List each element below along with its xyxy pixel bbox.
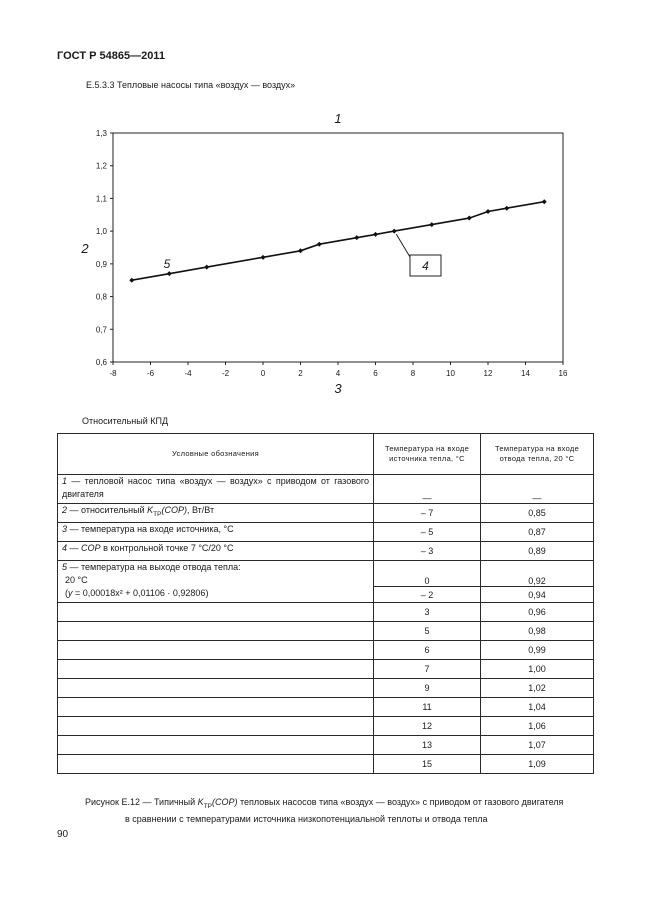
table-row — [58, 561, 594, 587]
legend-item-2 — [58, 504, 374, 523]
x-tick-label: -8 — [109, 369, 117, 378]
data-point — [317, 242, 322, 247]
source-temp-cell: – 2 — [374, 587, 481, 603]
empty-cell — [58, 660, 374, 679]
legend-table — [57, 433, 594, 774]
y-tick-label: 0,8 — [95, 292, 107, 302]
y-tick-label: 1,3 — [95, 129, 107, 138]
table-caption: Относительный КПД — [82, 416, 169, 426]
source-temp-cell: 5 — [374, 622, 481, 641]
header-source-temp: Температура на входе источника тепла, °С — [374, 434, 481, 475]
table-row — [58, 736, 594, 755]
legend-text: — температура на входе источника, °С — [69, 524, 234, 534]
caption-k: K — [197, 797, 204, 807]
chart-frame — [113, 133, 563, 362]
x-tick-label: 10 — [446, 369, 455, 378]
data-point — [167, 271, 172, 276]
chart-label-1: 1 — [334, 111, 342, 126]
formula-body: = 0,00018x² + 0,01106 · 0,92806) — [72, 588, 209, 598]
x-tick-label: 12 — [483, 369, 493, 378]
y-tick-label: 1,2 — [95, 161, 107, 171]
output-value-cell: 1,09 — [481, 755, 594, 774]
legend-line2: 20 °С — [65, 575, 88, 585]
output-value-cell: 0,98 — [481, 622, 594, 641]
source-temp-cell: 0 — [374, 561, 481, 587]
data-point — [204, 265, 209, 270]
output-value-cell: 1,04 — [481, 698, 594, 717]
x-tick-label: -4 — [184, 369, 192, 378]
table-row — [58, 523, 594, 542]
source-temp-cell: – 7 — [374, 504, 481, 523]
x-tick-label: 2 — [298, 369, 303, 378]
data-point — [429, 222, 434, 227]
empty-cell — [58, 622, 374, 641]
table-row — [58, 698, 594, 717]
table-row — [58, 622, 594, 641]
data-point — [504, 206, 509, 211]
formula — [62, 588, 208, 598]
source-temp-cell: 6 — [374, 641, 481, 660]
k-symbol: K — [147, 505, 154, 515]
table-row — [58, 542, 594, 561]
empty-cell — [58, 641, 374, 660]
chart-series — [129, 199, 547, 283]
callout-leader — [396, 234, 410, 266]
chart — [0, 0, 646, 410]
chart-ticks — [96, 129, 568, 378]
caption-cop: (COP) — [212, 797, 238, 807]
x-tick-label: 0 — [260, 369, 266, 378]
legend-number: 3 — [62, 524, 68, 534]
formula-y: y — [68, 588, 73, 598]
source-temp-cell: – 3 — [374, 542, 481, 561]
document-code: ГОСТ Р 54865—2011 — [57, 50, 165, 62]
data-point — [298, 248, 303, 253]
source-temp-cell: 7 — [374, 660, 481, 679]
y-tick-label: 0,7 — [95, 325, 107, 335]
x-tick-label: 16 — [558, 369, 568, 378]
legend-number: 5 — [62, 562, 68, 572]
unit-text: , Вт/Вт — [186, 505, 215, 515]
output-value-cell: 0,89 — [481, 542, 594, 561]
legend-item-5 — [58, 561, 374, 603]
table-row — [58, 504, 594, 523]
data-point — [392, 229, 397, 234]
empty-cell — [58, 603, 374, 622]
empty-cell — [58, 736, 374, 755]
x-tick-label: 6 — [373, 369, 378, 378]
output-value-cell: 1,07 — [481, 736, 594, 755]
source-temp-cell: — — [374, 475, 481, 504]
x-tick-label: 4 — [335, 369, 341, 378]
callout-label-4: 4 — [422, 259, 429, 273]
y-tick-label: 1,1 — [95, 194, 107, 204]
x-tick-label: 8 — [410, 369, 416, 378]
data-point — [373, 232, 378, 237]
output-value-cell: 1,02 — [481, 679, 594, 698]
table-row — [58, 641, 594, 660]
data-point — [261, 255, 266, 260]
source-temp-cell: 3 — [374, 603, 481, 622]
legend-item-3 — [58, 523, 374, 542]
page-number: 90 — [57, 829, 69, 840]
line-label-5: 5 — [163, 257, 171, 271]
output-value-cell: 0,92 — [481, 561, 594, 587]
table-row — [58, 660, 594, 679]
table-row — [58, 679, 594, 698]
caption-rest: тепловых насосов типа «воздух — воздух» с приводом от газового двигателя — [240, 797, 564, 807]
source-temp-cell: – 5 — [374, 523, 481, 542]
source-temp-cell: 11 — [374, 698, 481, 717]
table-row — [58, 603, 594, 622]
legend-number: 2 — [62, 505, 68, 515]
legend-text: — тепловой насос типа «воздух — воздух» с приводом от газового двигателя — [62, 476, 369, 499]
caption-prefix: Рисунок Е.12 — Типичный — [85, 797, 196, 807]
y-axis-label: 2 — [81, 241, 89, 256]
output-value-cell: — — [481, 475, 594, 504]
k-subscript: ТР — [153, 510, 162, 518]
data-point — [467, 216, 472, 221]
y-tick-label: 1,0 — [95, 227, 107, 237]
source-temp-cell: 12 — [374, 717, 481, 736]
data-point — [354, 235, 359, 240]
output-value-cell: 1,00 — [481, 660, 594, 679]
source-temp-cell: 13 — [374, 736, 481, 755]
data-point — [129, 278, 134, 283]
data-point — [486, 209, 491, 214]
chart-labels — [80, 111, 441, 396]
section-title: Е.5.3.3 Тепловые насосы типа «воздух — воздух» — [86, 80, 296, 90]
legend-item-4 — [58, 542, 374, 561]
cop-symbol: (COP) — [161, 505, 187, 515]
table-row — [58, 475, 594, 504]
legend-number: 1 — [62, 476, 68, 486]
legend-item-1 — [58, 475, 374, 504]
legend-text-post: в контрольной точке 7 °С/20 °С — [103, 543, 234, 553]
legend-text: — температура на выходе отвода тепла: — [69, 562, 241, 572]
y-tick-label: 0,9 — [95, 259, 107, 269]
cop-symbol: COP — [81, 543, 101, 553]
legend-text: — — [69, 543, 79, 553]
output-value-cell: 0,96 — [481, 603, 594, 622]
x-tick-label: -2 — [221, 369, 230, 378]
table-row — [58, 717, 594, 736]
x-axis-label: 3 — [334, 381, 342, 396]
legend-number: 4 — [62, 543, 68, 553]
header-sink-temp: Температура на входе отвода тепла, 20 °С — [481, 434, 594, 475]
series-line — [132, 202, 545, 281]
formula-open: ( — [65, 588, 68, 598]
plot-area — [113, 133, 563, 362]
caption-line2: в сравнении с температурами источника низкопотенциальной теплоты и отвода тепла — [125, 813, 488, 824]
output-value-cell: 0,85 — [481, 504, 594, 523]
caption-subscript: ТР — [203, 802, 212, 810]
x-tick-label: 14 — [521, 369, 530, 378]
source-temp-cell: 15 — [374, 755, 481, 774]
header-designations: Условные обозначения — [58, 434, 374, 475]
empty-cell — [58, 755, 374, 774]
output-value-cell: 0,94 — [481, 587, 594, 603]
output-value-cell: 0,87 — [481, 523, 594, 542]
x-tick-label: -6 — [146, 369, 155, 378]
source-temp-cell: 9 — [374, 679, 481, 698]
empty-cell — [58, 679, 374, 698]
empty-cell — [58, 717, 374, 736]
table-row — [58, 755, 594, 774]
output-value-cell: 0,99 — [481, 641, 594, 660]
y-tick-label: 0,6 — [95, 358, 107, 367]
legend-text: — относительный — [69, 505, 145, 515]
figure-caption — [85, 796, 605, 826]
output-value-cell: 1,06 — [481, 717, 594, 736]
empty-cell — [58, 698, 374, 717]
data-point — [542, 199, 547, 204]
